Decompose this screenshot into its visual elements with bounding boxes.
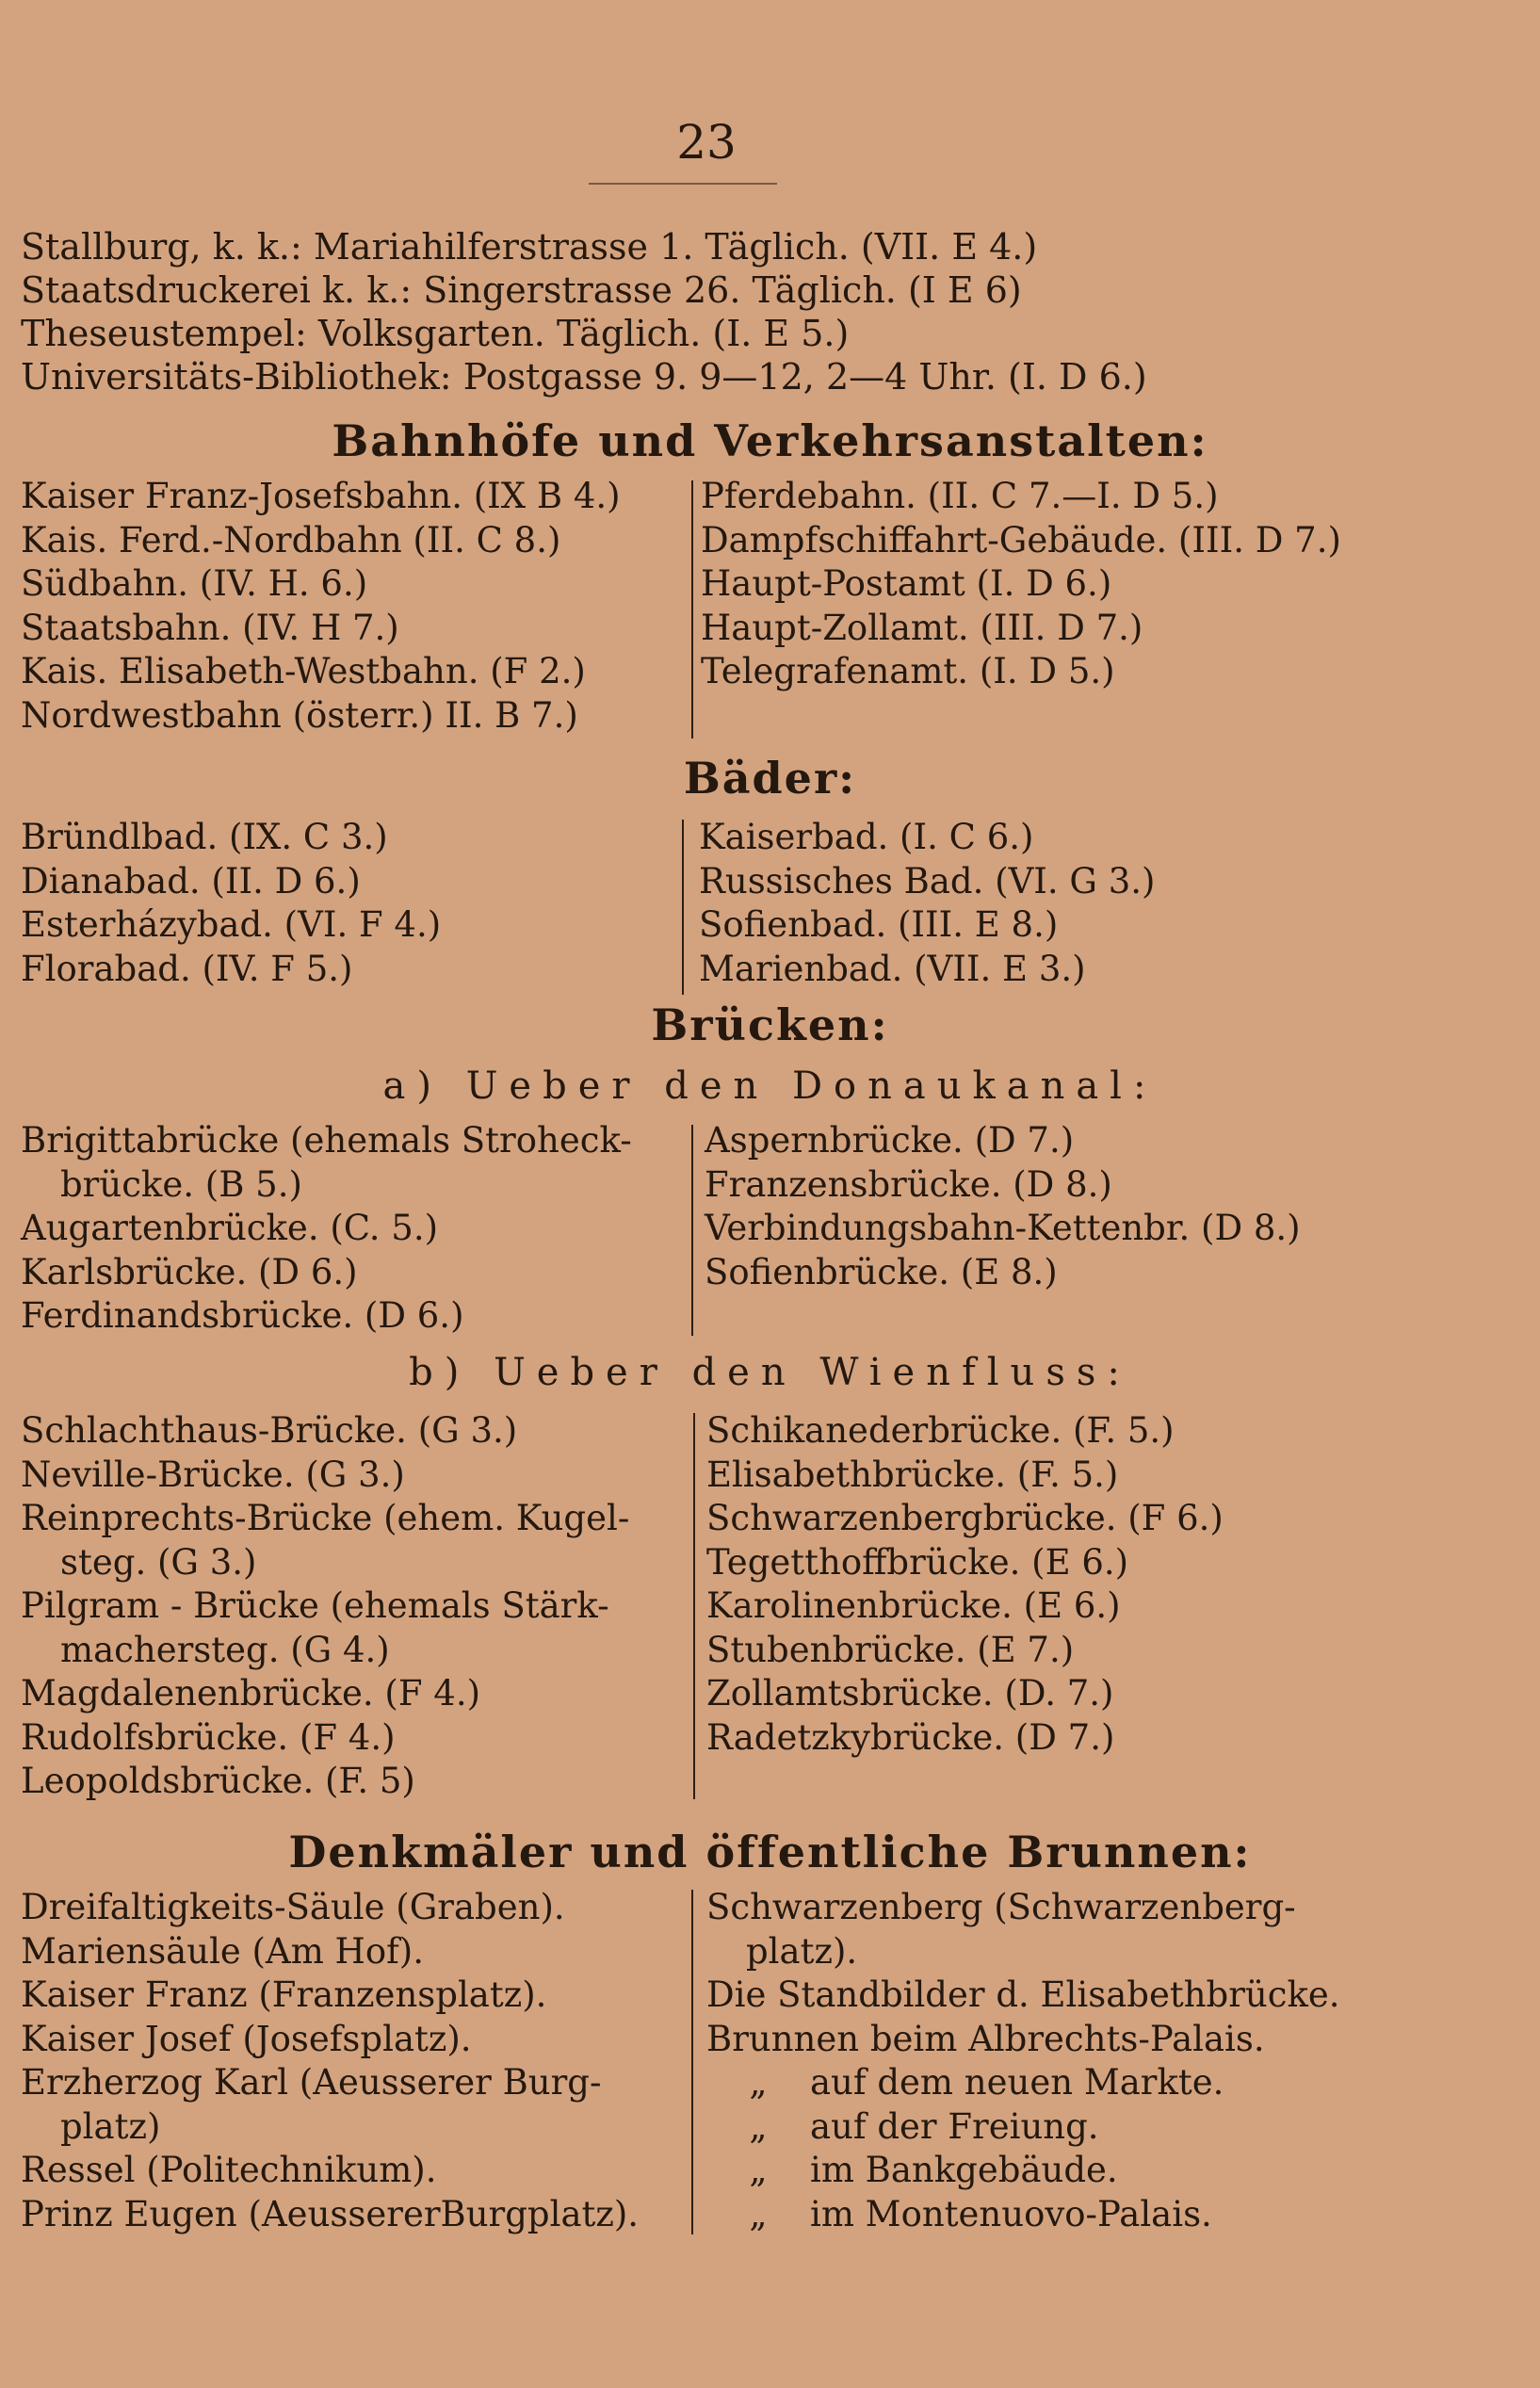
list-item: Kaiser Franz (Franzensplatz). <box>21 1974 547 2015</box>
intro-line: Staatsdruckerei k. k.: Singerstrasse 26. Täglich. (I E 6) <box>21 269 1022 311</box>
intro-line: Theseustempel: Volksgarten. Täglich. (I. E 5.) <box>21 313 850 354</box>
wienfluss-left-column <box>21 1409 629 1804</box>
list-item: Pferdebahn. (II. C 7.—I. D 5.) <box>701 476 1219 516</box>
wienfluss-right-column <box>706 1409 1224 1760</box>
list-item: Kaiser Franz-Josefsbahn. (IX B 4.) <box>21 476 621 516</box>
list-item: Brunnen beim Albrechts-Palais. <box>706 2018 1265 2059</box>
intro-line: Stallburg, k. k.: Mariahilferstrasse 1. Täglich. (VII. E 4.) <box>21 226 1038 268</box>
list-item: Franzensbrücke. (D 8.) <box>705 1163 1112 1205</box>
ditto-text: auf dem neuen Markte. <box>810 2062 1224 2103</box>
list-item: Magdalenenbrücke. (F 4.) <box>21 1673 481 1714</box>
baeder-left-column <box>21 816 441 991</box>
ditto-text: im Montenuovo-Palais. <box>810 2193 1212 2234</box>
list-item: Zollamtsbrücke. (D. 7.) <box>706 1673 1114 1714</box>
ditto-text: im Bankgebäude. <box>810 2150 1118 2190</box>
list-item: Ressel (Politechnikum). <box>21 2150 437 2190</box>
list-item: steg. (G 3.) <box>60 1541 257 1583</box>
list-item: Karolinenbrücke. (E 6.) <box>706 1585 1121 1626</box>
list-item: Schwarzenbergbrücke. (F 6.) <box>706 1498 1224 1538</box>
bahnhoefe-right-column <box>701 475 1341 694</box>
list-item: Ferdinandsbrücke. (D 6.) <box>21 1295 464 1336</box>
subheading-wienfluss: b) Ueber den Wienfluss: <box>409 1351 1131 1394</box>
list-item: Florabad. (IV. F 5.) <box>21 948 353 989</box>
list-item: Telegrafenamt. (I. D 5.) <box>701 651 1115 691</box>
list-item: Kaiserbad. (I. C 6.) <box>699 817 1034 857</box>
list-item: Sofienbad. (III. E 8.) <box>699 904 1059 945</box>
list-item: Marienbad. (VII. E 3.) <box>699 948 1086 989</box>
list-item: Radetzkybrücke. (D 7.) <box>706 1716 1115 1758</box>
list-item: Stubenbrücke. (E 7.) <box>706 1629 1075 1670</box>
list-item: Dreifaltigkeits-Säule (Graben). <box>21 1887 565 1927</box>
intro-line: Universitäts-Bibliothek: Postgasse 9. 9—12, 2—4 Uhr. (I. D 6.) <box>21 356 1147 398</box>
list-item: platz). <box>746 1930 858 1972</box>
list-item: Nordwestbahn (österr.) II. B 7.) <box>21 694 578 736</box>
list-item: machersteg. (G 4.) <box>60 1629 390 1670</box>
ditto-mark: „ <box>749 2062 768 2103</box>
page-number-rule <box>589 183 777 185</box>
denkmaeler-right-column <box>706 1886 1340 2236</box>
list-item: Haupt-Postamt (I. D 6.) <box>701 563 1112 604</box>
list-item: Staatsbahn. (IV. H 7.) <box>21 607 399 648</box>
ditto-item <box>706 2193 1340 2237</box>
list-item: Bründlbad. (IX. C 3.) <box>21 817 388 857</box>
list-item: Schlachthaus-Brücke. (G 3.) <box>21 1410 518 1451</box>
ditto-mark: „ <box>749 2105 768 2147</box>
column-divider <box>691 1125 693 1336</box>
list-item: Leopoldsbrücke. (F. 5) <box>21 1761 415 1801</box>
list-item: Pilgram - Brücke (ehemals Stärk- <box>21 1585 609 1626</box>
ditto-mark: „ <box>749 2150 768 2190</box>
section-heading-bruecken: Brücken: <box>651 999 889 1050</box>
list-item: Karlsbrücke. (D 6.) <box>21 1251 358 1292</box>
list-item: Prinz Eugen (AeussererBurgplatz). <box>21 2193 640 2234</box>
bahnhoefe-left-column <box>21 475 621 738</box>
list-item: Aspernbrücke. (D 7.) <box>705 1120 1075 1161</box>
list-item: Haupt-Zollamt. (III. D 7.) <box>701 607 1143 648</box>
baeder-right-column <box>699 816 1156 991</box>
section-heading-bahnhoefe: Bahnhöfe und Verkehrsanstalten: <box>332 415 1208 466</box>
ditto-mark: „ <box>749 2193 768 2234</box>
column-divider <box>691 480 693 739</box>
column-divider <box>682 820 684 995</box>
ditto-item <box>706 2061 1340 2105</box>
ditto-item <box>706 2105 1340 2150</box>
denkmaeler-left-column <box>21 1886 639 2236</box>
list-item: Dianabad. (II. D 6.) <box>21 860 361 902</box>
list-item: brücke. (B 5.) <box>60 1163 302 1205</box>
column-divider <box>693 1413 695 1799</box>
donaukanal-right-column <box>705 1119 1301 1294</box>
list-item: Brigittabrücke (ehemals Stroheck- <box>21 1120 632 1161</box>
list-item: Neville-Brücke. (G 3.) <box>21 1454 405 1495</box>
ditto-item <box>706 2149 1340 2193</box>
donaukanal-left-column <box>21 1119 632 1339</box>
subheading-donaukanal: a) Ueber den Donaukanal: <box>382 1064 1158 1108</box>
list-item: Esterházybad. (VI. F 4.) <box>21 904 442 945</box>
list-item: Kais. Ferd.-Nordbahn (II. C 8.) <box>21 519 561 560</box>
list-item: Sofienbrücke. (E 8.) <box>705 1251 1058 1292</box>
list-item: Die Standbilder d. Elisabethbrücke. <box>706 1974 1340 2015</box>
list-item: Verbindungsbahn-Kettenbr. (D 8.) <box>705 1208 1301 1248</box>
list-item: Kais. Elisabeth-Westbahn. (F 2.) <box>21 651 586 691</box>
list-item: Dampfschiffahrt-Gebäude. (III. D 7.) <box>701 519 1341 560</box>
list-item: Schikanederbrücke. (F. 5.) <box>706 1410 1175 1451</box>
list-item: Mariensäule (Am Hof). <box>21 1930 424 1972</box>
list-item: Russisches Bad. (VI. G 3.) <box>699 860 1156 902</box>
page-number: 23 <box>676 115 737 170</box>
list-item: platz) <box>60 2105 161 2147</box>
list-item: Elisabethbrücke. (F. 5.) <box>706 1454 1119 1495</box>
list-item: Rudolfsbrücke. (F 4.) <box>21 1716 396 1758</box>
section-heading-baeder: Bäder: <box>683 753 857 804</box>
list-item: Südbahn. (IV. H. 6.) <box>21 563 368 604</box>
ditto-text: auf der Freiung. <box>810 2105 1099 2147</box>
list-item: Tegetthoffbrücke. (E 6.) <box>706 1541 1129 1583</box>
column-divider <box>691 1890 693 2234</box>
list-item: Augartenbrücke. (C. 5.) <box>21 1208 439 1248</box>
list-item: Erzherzog Karl (Aeusserer Burg- <box>21 2062 602 2103</box>
list-item: Reinprechts-Brücke (ehem. Kugel- <box>21 1498 630 1538</box>
list-item: Kaiser Josef (Josefsplatz). <box>21 2018 472 2059</box>
list-item: Schwarzenberg (Schwarzenberg- <box>706 1887 1296 1927</box>
section-heading-denkmaeler: Denkmäler und öffentliche Brunnen: <box>288 1827 1252 1877</box>
